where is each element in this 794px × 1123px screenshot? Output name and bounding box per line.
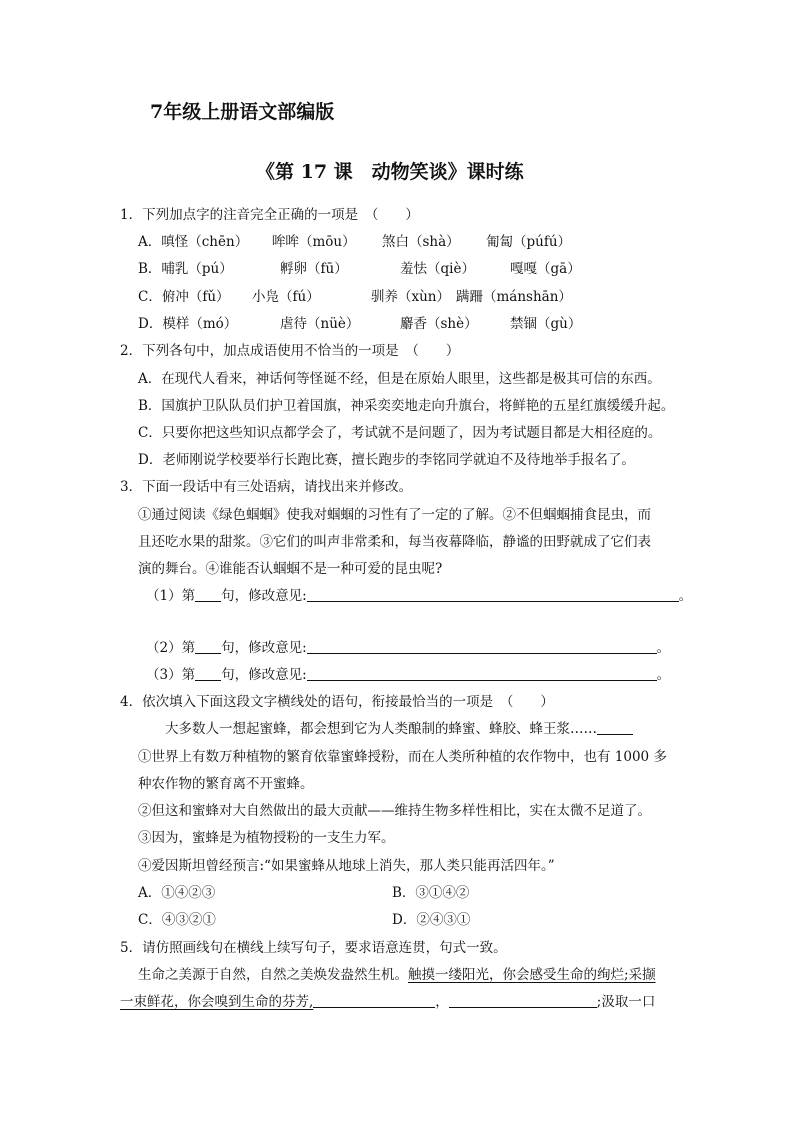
question-4-option-a: A．①④②③ [138,885,216,901]
question-5-line-1 [138,966,656,984]
option-item: 禁锢（gù） [510,316,582,332]
answer-row-2 [146,639,670,657]
lesson-title: 《第 17 课 动物笑谈》课时练 [256,161,524,183]
question-3-passage-line: 且还吃水果的甜浆。③它们的叫声非常柔和，每当夜幕降临，静谧的田野就成了它们表 [138,534,651,550]
answer-label: 句，修改意见: [221,667,307,683]
grade-title: 7年级上册语文部编版 [150,101,335,123]
revision-blank[interactable] [307,639,657,654]
option-item: 虐待（nüè） [280,316,360,332]
option-item: 嘎嘎（gā） [510,261,581,277]
answer-label: 句，修改意见: [221,588,307,604]
option-item: 煞白（shà） [382,234,460,250]
underlined-sentence: 触摸一缕阳光，你会感受生命的绚烂;采撷 [408,967,656,983]
question-4-option-c: C．④③②① [138,912,216,928]
option-item: 孵卵（fū） [280,261,348,277]
fill-blank[interactable] [597,720,633,735]
question-4-sentence-1: ①世界上有数万种植物的繁育依靠蜜蜂授粉，而在人类所种植的农作物中，也有 1000 多 [138,749,667,765]
question-2-option-b: B．国旗护卫队队员们护卫着国旗，神采奕奕地走向升旗台，将鲜艳的五星红旗缓缓升起。 [138,398,675,414]
question-4-sentence-3: ③因为，蜜蜂是为植物授粉的一支生力军。 [138,830,395,846]
option-item: A．嗔怪（chēn） [138,234,249,250]
answer-end: 。 [656,667,671,683]
question-2-stem: 2．下列各句中，加点成语使用不恰当的一项是 （ ） [120,343,460,359]
continuation-blank[interactable] [313,993,435,1008]
option-item: B．哺乳（pú） [138,261,233,277]
option-item: 匍匐（púfú） [486,234,572,250]
answer-label: 句，修改意见: [221,640,307,656]
option-item: 小凫（fú） [252,289,320,305]
comma: ， [435,994,449,1010]
question-2-option-a: A．在现代人看来，神话何等怪诞不经，但是在原始人眼里，这些都是极其可信的东西。 [138,371,661,387]
answer-end: 。 [678,588,693,604]
question-3-passage-line: ①通过阅读《绿色蝈蝈》使我对蝈蝈的习性有了一定的了解。②不但蝈蝈捕食昆虫，而 [138,507,651,523]
option-item: 麝香（shè） [400,316,478,332]
question-4-sentence-2: ②但这和蜜蜂对大自然做出的最大贡献——维持生物多样性相比，实在太微不足道了。 [138,803,651,819]
continuation-blank[interactable] [449,993,597,1008]
question-5-stem: 5．请仿照画线句在横线上续写句子，要求语意连贯，句式一致。 [120,940,507,956]
question-1-stem: 1．下列加点字的注音完全正确的一项是 （ ） [120,207,419,223]
lead-text: 大多数人一想起蜜蜂，都会想到它为人类酿制的蜂蜜、蜂胶、蜂王浆…… [165,721,597,737]
question-4-sentence-4: ④爱因斯坦曾经预言:“如果蜜蜂从地球上消失，那人类只能再活四年。” [138,858,555,874]
answer-prefix: （1）第 [146,588,196,604]
option-item: 羞怯（qiè） [400,261,475,277]
revision-blank[interactable] [307,666,657,681]
plain-text: 生命之美源于自然，自然之美焕发盎然生机。 [138,967,408,983]
sentence-number-blank[interactable] [195,666,221,681]
option-item: D．模样（mó） [138,316,238,332]
question-2-option-d: D．老师刚说学校要举行长跑比赛，擅长跑步的李铭同学就迫不及待地举手报名了。 [138,452,635,468]
option-item: 驯养（xùn） [371,289,451,305]
option-item: 哞哞（mōu） [272,234,356,250]
sentence-number-blank[interactable] [195,639,221,654]
question-4-option-d: D．②④③① [392,912,471,928]
revision-blank[interactable] [307,587,679,602]
question-3-stem: 3．下面一段话中有三处语病，请找出来并修改。 [120,479,413,495]
question-4-lead [165,720,633,738]
question-3-passage-line: 演的舞台。④谁能否认蝈蝈不是一种可爱的昆虫呢? [138,561,443,577]
answer-row-1 [146,587,692,605]
question-2-option-c: C．只要你把这些知识点都学会了，考试就不是问题了，因为考试题目都是大相径庭的。 [138,425,662,441]
question-4-option-b: B．③①④② [392,885,470,901]
answer-prefix: （2）第 [146,640,196,656]
answer-end: 。 [656,640,671,656]
option-item: C．俯冲（fǔ） [138,289,230,305]
sentence-number-blank[interactable] [195,587,221,602]
question-4-stem: 4．依次填入下面这段文字横线处的语句，衔接最恰当的一项是 （ ） [120,694,554,710]
tail-text: ;汲取一口 [596,994,656,1010]
answer-prefix: （3）第 [146,667,196,683]
answer-row-3 [146,666,670,684]
underlined-sentence: 一束鲜花，你会嗅到生命的芬芳, [120,994,314,1010]
option-item: 蹒跚（mánshān） [456,289,572,305]
question-4-sentence-1-cont: 种农作物的繁育离不开蜜蜂。 [138,776,314,792]
question-5-line-2 [120,993,655,1011]
